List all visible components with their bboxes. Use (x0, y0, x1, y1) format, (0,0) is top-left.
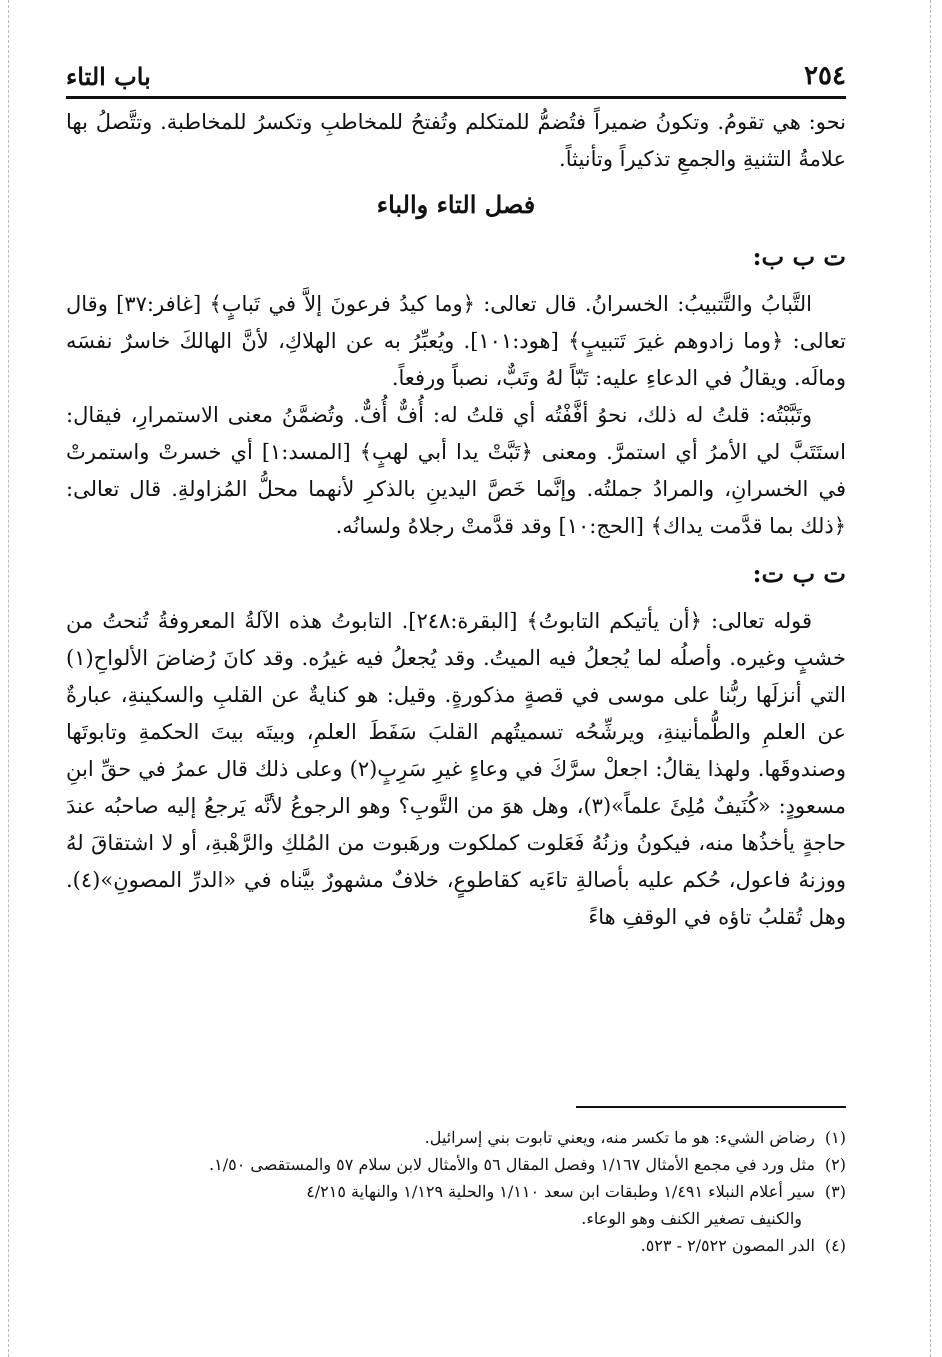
section-title: باب التاء (66, 61, 151, 91)
running-header (66, 56, 846, 99)
footnote-text: الدر المصون ٢/٥٢٢ - ٥٢٣. (640, 1236, 815, 1255)
right-margin-dots (930, 0, 931, 1357)
footnote-number: (٤) (824, 1236, 846, 1255)
footnote-number: (١) (824, 1128, 846, 1147)
entry-tbb-paragraph-1: التَّبابُ والتَّتبيبُ: الخسرانُ. قال تعالى: ﴿وما كيدُ فرعونَ إلاَّ في تَبابٍ﴾ [غافر:٣٧] وقال تعالى: ﴿وما زادوهم غيرَ تَتبيبٍ﴾ [هود:١٠١]. ويُعبِّرُ به عن الهلاكِ، لأنَّ الهالكَ خاسرٌ نفسَه ومالَه. ويقالُ في الدعاءِ عليه: تَبّاً لهُ وتَبٌّ، نصباً ورفعاً. (66, 292, 846, 390)
entry-tbt-paragraph-1: قوله تعالى: ﴿أن يأتيكم التابوتُ﴾ [البقرة:٢٤٨]. التابوتُ هذه الآلةُ المعروفةُ تُنحتُ من خشبٍ وغيره. وأصلُه لما يُجعلُ فيه الميتُ. وقد يُجعلُ فيه غيرُه. وقد كانَ رُضاضَ الألواحِ(١) التي أنزلَها ربُّنا على موسى في قصةٍ مذكورةٍ. وقيل: هو كنايةٌ عن القلبِ والسكينةِ، عبارةٌ عن العلمِ والطُّمأنينةِ، ويرشِّحُه تسميتُهم القلبَ سَفَطَ العلمِ، وبيتَه بيتَ الحكمةِ وتابوتَها وصندوقَها. ولهذا يقالُ: اجعلْ سرَّكَ في وعاءٍ غيرِ سَرِبٍ(٢) وعلى ذلك قال عمرُ في حقِّ ابنِ مسعودٍ: «كُنَيفٌ مُلِئَ علماً»(٣)، وهل هوَ من التَّوبِ؟ وهو الرجوعُ لأنَّه يَرجعُ إليه صاحبُه عندَ حاجةٍ يأخذُها منه، فيكونُ وزنُهُ فَعَلوت كملكوت ورهَبوت من المُلكِ والرَّهْبةِ، أو لا اشتقاقَ لهُ ووزنهُ فاعول، حُكم عليه بأصالةِ تاءَيه كقاطوعٍ، خلافٌ مشهورٌ بيَّناه في «الدرِّ المصونِ»(٤). وهل تُقلبُ تاؤه في الوقفِ هاءً (66, 609, 846, 929)
intro-paragraph: نحو: هي تقومُ. وتكونُ ضميراً فتُضمُّ للمتكلم وتُفتحُ للمخاطبِ وتكسرُ للمخاطبة. وتتَّصلُ بها علامةُ التثنيةِ والجمعِ تذكيراً وتأنيثاً. (66, 110, 846, 171)
footnote-3-continuation (66, 1205, 846, 1232)
footnote-number: (٢) (824, 1155, 846, 1174)
footnote-1 (66, 1124, 846, 1151)
footnote-text: مثل ورد في مجمع الأمثال ١/١٦٧ وفصل المقال ٥٦ والأمثال لابن سلام ٥٧ والمستقصى ١/٥٠. (209, 1155, 815, 1174)
footnote-4 (66, 1232, 846, 1259)
footnote-text: والكنيف تصغير الكنف وهو الوعاء. (581, 1209, 802, 1228)
footnote-2 (66, 1151, 846, 1178)
footnote-text: رضاض الشيء: هو ما تكسر منه، ويعني تابوت بني إسرائيل. (424, 1128, 815, 1147)
left-margin-dots (8, 0, 9, 1357)
page-number: ٢٥٤ (804, 61, 846, 91)
main-text (66, 104, 846, 1094)
footnotes (66, 1124, 846, 1294)
chapter-heading: فصل التاء والباء (376, 190, 536, 219)
footnote-number: (٣) (824, 1182, 846, 1201)
footnote-3 (66, 1178, 846, 1205)
footnote-separator (576, 1106, 846, 1108)
footnote-text: سير أعلام النبلاء ١/٤٩١ وطبقات ابن سعد ١/١١٠ والحلية ١/١٢٩ والنهاية ٤/٢١٥ (306, 1182, 815, 1201)
entry-head-tbb: ت ب ب: (752, 242, 846, 271)
entry-tbb-paragraph-2: وتَبَّبْتُه: قلتُ له ذلك، نحوُ أفَّفْتُه أي قلتُ له: أُفٌّ أُفٌّ. وتُضمَّنُ معنى الاستمرارِ، فيقال: استَتَبَّ لي الأمرُ أي استمرَّ. ومعنى ﴿تَبَّتْ يدا أبي لهبٍ﴾ [المسد:١] أي خسرتْ واستمرتْ في الخسرانِ، والمرادُ جملتُه. وإنَّما خَصَّ اليدينِ بالذكرِ لأنهما محلُّ المُزاولةِ. قال تعالى: ﴿ذلك بما قدَّمت يداك﴾ [الحج:١٠] وقد قدَّمتْ رجلاهُ ولسانُه. (66, 403, 846, 538)
entry-head-tbt: ت ب ت: (752, 559, 846, 588)
